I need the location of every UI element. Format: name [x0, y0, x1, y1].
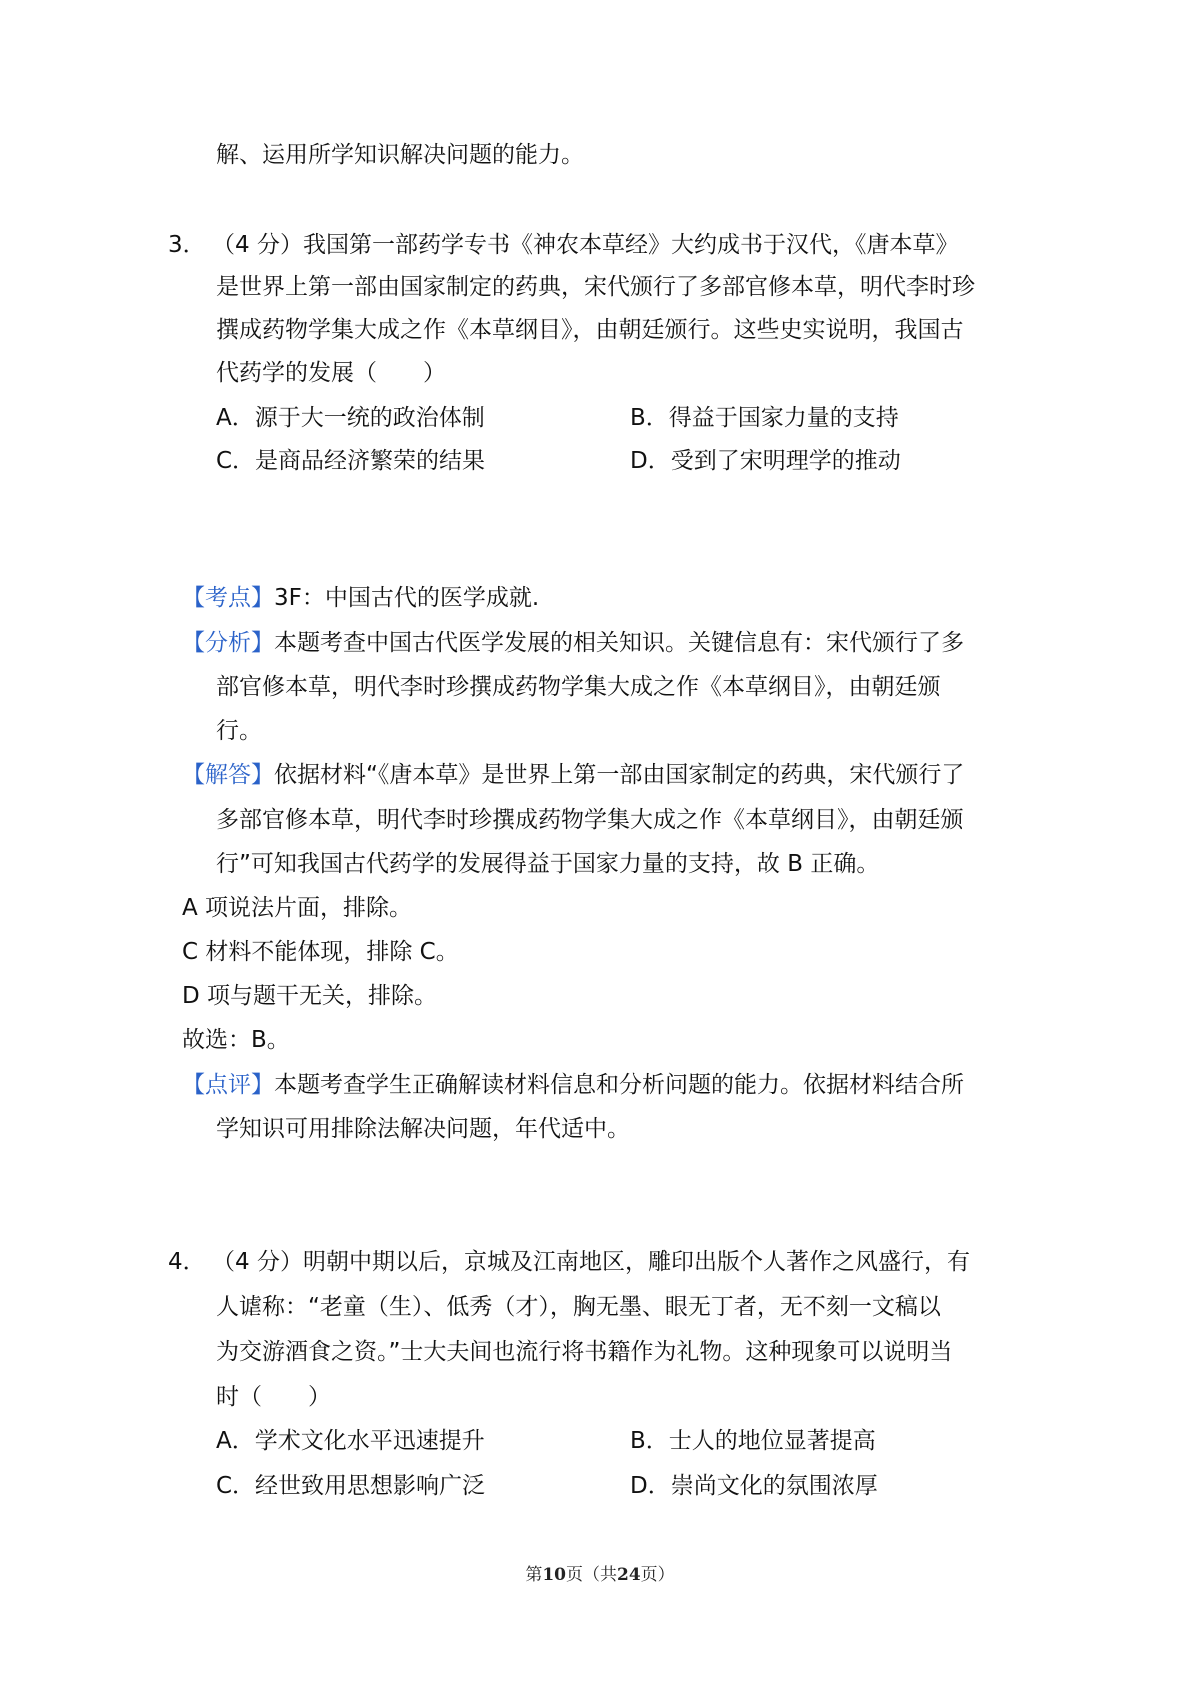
q3-option-a: A．源于大一统的政治体制: [216, 405, 485, 431]
q4-stem-line-2: 人谑称：“老童（生）、低秀（才），胸无墨、眼无丁者，无不刻一文稿以: [216, 1294, 941, 1320]
dianping-text-1: 本题考查学生正确解读材料信息和分析问题的能力。依据材料结合所: [274, 1072, 964, 1098]
bracket-open: 【: [182, 585, 205, 611]
q3-stem-line-1: [168, 230, 958, 260]
q3-jieda-line-3: 行”可知我国古代药学的发展得益于国家力量的支持，故 B 正确。: [216, 851, 880, 877]
kaodian-label: 考点: [205, 585, 251, 611]
total-page-number: 24: [617, 1565, 641, 1585]
fenxi-text-1: 本题考查中国古代医学发展的相关知识。关键信息有：宋代颁行了多: [274, 630, 964, 656]
q3-jieda-extra-4: 故选：B。: [182, 1027, 290, 1053]
bracket-close: 】: [251, 585, 274, 611]
dianping-label: 点评: [205, 1072, 251, 1098]
q4-number: 4．: [168, 1249, 206, 1275]
bracket-close: 】: [251, 630, 274, 656]
bracket-open: 【: [182, 630, 205, 656]
q3-stem-line-4: 代药学的发展（ ）: [216, 360, 446, 386]
q3-number: 3．: [168, 232, 206, 258]
q3-option-d: D．受到了宋明理学的推动: [630, 448, 901, 474]
q3-stem-line-3: 撰成药物学集大成之作《本草纲目》，由朝廷颁行。这些史实说明，我国古: [216, 317, 964, 343]
q3-stem-text-1: （4 分）我国第一部药学专书《神农本草经》大约成书于汉代，《唐本草》: [212, 232, 959, 258]
q3-jieda-extra-1: A 项说法片面，排除。: [182, 895, 413, 921]
q3-stem-line-2: 是世界上第一部由国家制定的药典，宋代颁行了多部官修本草，明代李时珍: [216, 274, 975, 300]
footer-middle: 页（共: [566, 1565, 617, 1585]
footer-prefix: 第: [525, 1565, 543, 1585]
page-footer: [0, 1560, 1200, 1585]
q3-fenxi-line-2: 部官修本草，明代李时珍撰成药物学集大成之作《本草纲目》，由朝廷颁: [216, 674, 941, 700]
q3-option-b: B．得益于国家力量的支持: [630, 405, 899, 431]
q3-jieda-line-1: [182, 760, 964, 790]
q3-option-c: C．是商品经济繁荣的结果: [216, 448, 486, 474]
bracket-open: 【: [182, 1072, 205, 1098]
q3-dianping-line-1: [182, 1070, 964, 1100]
bracket-close: 】: [251, 762, 274, 788]
q4-stem-line-1: [168, 1247, 970, 1277]
q3-jieda-extra-3: D 项与题干无关，排除。: [182, 983, 438, 1009]
q4-option-c: C．经世致用思想影响广泛: [216, 1473, 486, 1499]
q3-dianping-line-2: 学知识可用排除法解决问题，年代适中。: [216, 1116, 630, 1142]
fenxi-label: 分析: [205, 630, 251, 656]
q4-stem-text-1: （4 分）明朝中期以后，京城及江南地区，雕印出版个人著作之风盛行，有: [212, 1249, 970, 1275]
q4-option-d: D．崇尚文化的氛围浓厚: [630, 1473, 878, 1499]
q4-stem-line-4: 时（ ）: [216, 1384, 331, 1410]
q4-option-a: A．学术文化水平迅速提升: [216, 1428, 485, 1454]
q3-kaodian: [182, 583, 539, 613]
q3-fenxi-line-1: [182, 628, 964, 658]
bracket-close: 】: [251, 1072, 274, 1098]
q3-jieda-line-2: 多部官修本草，明代李时珍撰成药物学集大成之作《本草纲目》，由朝廷颁: [216, 807, 964, 833]
kaodian-text: 3F：中国古代的医学成就.: [274, 585, 540, 611]
previous-analysis-tail: 解、运用所学知识解决问题的能力。: [216, 142, 584, 168]
q3-fenxi-line-3: 行。: [216, 718, 262, 744]
current-page-number: 10: [542, 1565, 566, 1585]
q4-option-b: B．士人的地位显著提高: [630, 1428, 876, 1454]
footer-suffix: 页）: [640, 1565, 675, 1585]
jieda-label: 解答: [205, 762, 251, 788]
jieda-text-1: 依据材料“《唐本草》是世界上第一部由国家制定的药典，宋代颁行了: [274, 762, 965, 788]
q3-jieda-extra-2: C 材料不能体现，排除 C。: [182, 939, 459, 965]
q4-stem-line-3: 为交游酒食之资。”士大夫间也流行将书籍作为礼物。这种现象可以说明当: [216, 1339, 953, 1365]
bracket-open: 【: [182, 762, 205, 788]
